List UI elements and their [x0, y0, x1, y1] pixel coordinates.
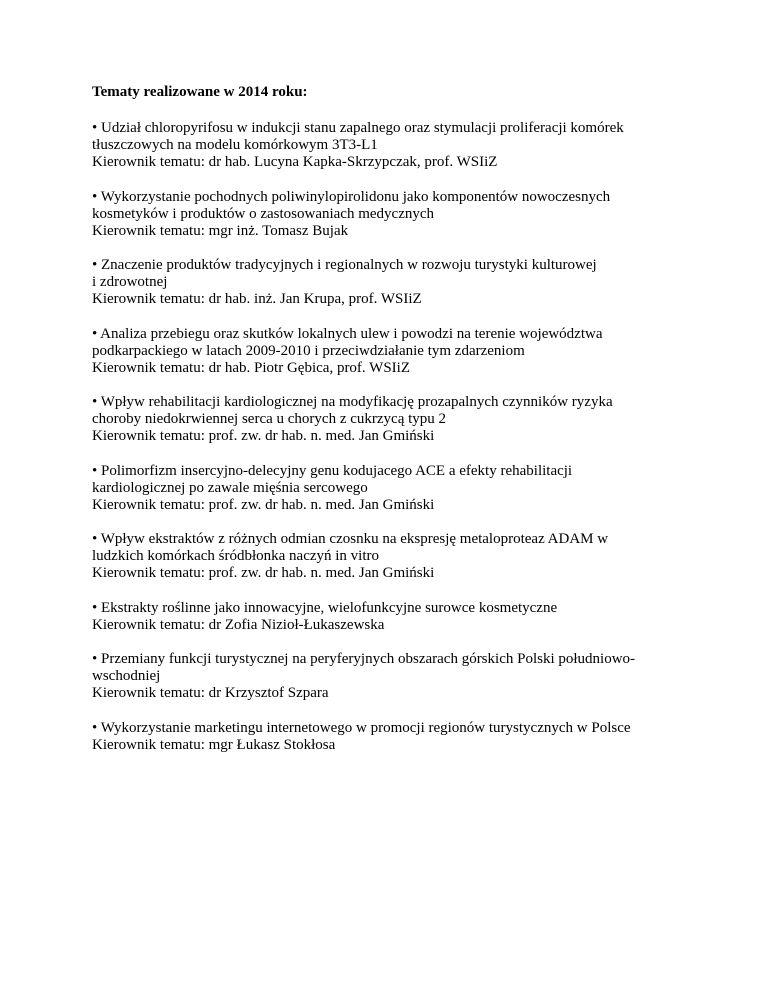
topic-title-line: • Wykorzystanie pochodnych poliwinylopirolidonu jako komponentów nowoczesnych [92, 188, 611, 205]
topic-list [92, 120, 732, 754]
topic-leader-prefix: Kierownik tematu: [92, 496, 209, 513]
topic-leader-name: prof. zw. dr hab. n. med. Jan Gmiński [208, 565, 435, 581]
topic-leader [92, 617, 732, 634]
topic-leader [92, 685, 732, 702]
topic-leader-name: prof. zw. dr hab. n. med. Jan Gmiński [208, 428, 435, 444]
topic-leader [92, 223, 732, 240]
topic-leader [92, 360, 732, 377]
topic-item [92, 120, 732, 171]
topic-item [92, 394, 732, 445]
topic-title-line: • Wykorzystanie marketingu internetowego w promocji regionów turystycznych w Polsce [92, 719, 631, 736]
topic-leader [92, 737, 732, 754]
topic-item [92, 257, 732, 308]
topic-title-line: • Analiza przebiegu oraz skutków lokalnych ulew i powodzi na terenie województwa [92, 325, 603, 342]
topic-title-line: • Znaczenie produktów tradycyjnych i regionalnych w rozwoju turystyki kulturowej [92, 257, 597, 273]
topic-leader-name: dr Zofia Nizioł-Łukaszewska [208, 616, 385, 633]
topic-leader-name: dr hab. Lucyna Kapka-Skrzypczak, prof. WSIiZ [208, 154, 498, 170]
topic-item [92, 326, 732, 377]
topic-title-line: ludzkich komórkach śródbłonka naczyń in vitro [92, 548, 380, 564]
topic-leader [92, 154, 732, 171]
topic-leader-name: mgr inż. Tomasz Bujak [208, 222, 349, 239]
topic-leader-prefix: Kierownik tematu: [92, 428, 209, 444]
document-page [92, 83, 732, 771]
topic-leader-prefix: Kierownik tematu: [92, 222, 209, 239]
topic-leader-name: dr Krzysztof Szpara [208, 685, 329, 701]
topic-leader-prefix: Kierownik tematu: [92, 616, 209, 633]
topic-item [92, 600, 732, 634]
topic-title-line: choroby niedokrwiennej serca u chorych z cukrzycą typu 2 [92, 411, 447, 427]
topic-item [92, 463, 732, 514]
topic-leader-name: dr hab. inż. Jan Krupa, prof. WSIiZ [208, 291, 422, 307]
topic-leader-prefix: Kierownik tematu: [92, 291, 209, 307]
topic-title-line: wschodniej [92, 668, 161, 684]
topic-title-line: kardiologicznej po zawale mięśnia sercowego [92, 479, 368, 496]
topic-title-line: • Przemiany funkcji turystycznej na peryferyjnych obszarach górskich Polski południowo- [92, 651, 636, 667]
topic-title-line: • Ekstrakty roślinne jako innowacyjne, wielofunkcyjne surowce kosmetyczne [92, 599, 558, 616]
topic-title-line: kosmetyków i produktów o zastosowaniach medycznych [92, 205, 435, 222]
topic-leader-name: mgr Łukasz Stokłosa [208, 736, 336, 753]
topic-title-line: • Polimorfizm insercyjno-delecyjny genu kodujacego ACE a efekty rehabilitacji [92, 462, 573, 479]
topic-title-line: • Wpływ ekstraktów z różnych odmian czosnku na ekspresję metaloproteaz ADAM w [92, 531, 609, 547]
topic-leader-prefix: Kierownik tematu: [92, 154, 209, 170]
topic-item [92, 720, 732, 754]
topic-leader-prefix: Kierownik tematu: [92, 685, 209, 701]
page-heading: Tematy realizowane w 2014 roku: [92, 84, 308, 100]
topic-title-line: tłuszczowych na modelu komórkowym 3T3-L1 [92, 137, 378, 153]
topic-leader [92, 291, 732, 308]
topic-leader-prefix: Kierownik tematu: [92, 359, 209, 376]
topic-leader [92, 428, 732, 445]
topic-leader [92, 497, 732, 514]
topic-leader-prefix: Kierownik tematu: [92, 565, 209, 581]
topic-item [92, 189, 732, 240]
topic-leader-name: dr hab. Piotr Gębica, prof. WSIiZ [208, 359, 410, 376]
topic-leader-name: prof. zw. dr hab. n. med. Jan Gmiński [208, 496, 435, 513]
topic-item [92, 531, 732, 582]
topic-title-line: podkarpackiego w latach 2009-2010 i przeciwdziałanie tym zdarzeniom [92, 342, 525, 359]
topic-leader [92, 565, 732, 582]
topic-title-line: i zdrowotnej [92, 274, 168, 290]
topic-leader-prefix: Kierownik tematu: [92, 736, 209, 753]
topic-item [92, 651, 732, 702]
topic-title-line: • Udział chloropyrifosu w indukcji stanu zapalnego oraz stymulacji proliferacji komórek [92, 120, 624, 136]
topic-title-line: • Wpływ rehabilitacji kardiologicznej na modyfikację prozapalnych czynników ryzyka [92, 394, 613, 410]
